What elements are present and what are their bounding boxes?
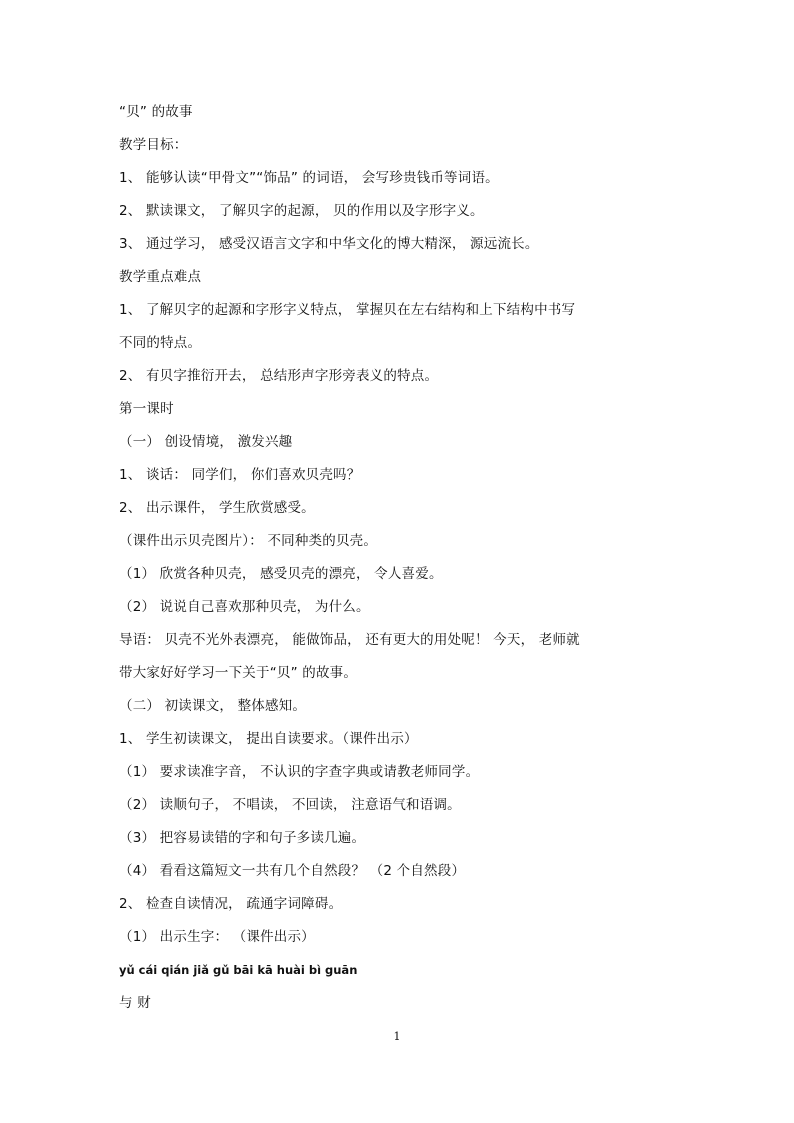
document-body <box>119 96 679 1020</box>
section-heading-first-lesson: 第一课时 <box>119 401 174 417</box>
reading-req-1: （1） 要求读准字音， 不认识的字查字典或请教老师同学。 <box>119 764 480 780</box>
step-heading-1: （一） 创设情境， 激发兴趣 <box>119 434 293 450</box>
step-2-item-1: 1、 学生初读课文， 提出自读要求。（课件出示） <box>119 731 418 747</box>
page-number: 1 <box>393 1030 401 1043</box>
lesson-title: “贝” 的故事 <box>119 104 193 120</box>
key-point-1-continued: 不同的特点。 <box>119 335 202 351</box>
step-heading-2: （二） 初读课文， 整体感知。 <box>119 698 307 714</box>
objective-2: 2、 默读课文， 了解贝字的起源， 贝的作用以及字形字义。 <box>119 203 484 219</box>
new-chars-prompt: （1） 出示生字： （课件出示） <box>119 929 315 945</box>
section-heading-objectives: 教学目标： <box>119 137 188 153</box>
section-heading-key-points: 教学重点难点 <box>119 269 202 285</box>
key-point-2: 2、 有贝字推衍开去， 总结形声字形旁表义的特点。 <box>119 368 439 384</box>
reading-req-2: （2） 读顺句子， 不唱读， 不回读， 注意语气和语调。 <box>119 797 461 813</box>
sub-item-1: （1） 欣赏各种贝壳， 感受贝壳的漂亮， 令人喜爱。 <box>119 566 443 582</box>
objective-3: 3、 通过学习， 感受汉语言文字和中华文化的博大精深， 源远流长。 <box>119 236 539 252</box>
intro-text: 导语： 贝壳不光外表漂亮， 能做饰品， 还有更大的用处呢！ 今天， 老师就 <box>119 632 580 648</box>
courseware-note: （课件出示贝壳图片）： 不同种类的贝壳。 <box>119 533 378 549</box>
pinyin-line: yǔ cái qián jiǎ gǔ bāi kā huài bì guān <box>119 963 358 977</box>
intro-text-continued: 带大家好好学习一下关于“贝” 的故事。 <box>119 665 358 681</box>
objective-1: 1、 能够认读“甲骨文”“饰品” 的词语， 会写珍贵钱币等词语。 <box>119 170 499 186</box>
reading-req-3: （3） 把容易读错的字和句子多读几遍。 <box>119 830 366 846</box>
step-2-item-2: 2、 检查自读情况， 疏通字词障碍。 <box>119 896 343 912</box>
key-point-1: 1、 了解贝字的起源和字形字义特点， 掌握贝在左右结构和上下结构中书写 <box>119 302 576 318</box>
reading-req-4: （4） 看看这篇短文一共有几个自然段？ （2 个自然段） <box>119 863 466 879</box>
sub-item-2: （2） 说说自己喜欢那种贝壳， 为什么。 <box>119 599 370 615</box>
step-1-item-2: 2、 出示课件， 学生欣赏感受。 <box>119 500 315 516</box>
step-1-item-1: 1、 谈话： 同学们， 你们喜欢贝壳吗？ <box>119 467 361 483</box>
new-chars-line: 与 财 <box>119 995 151 1011</box>
